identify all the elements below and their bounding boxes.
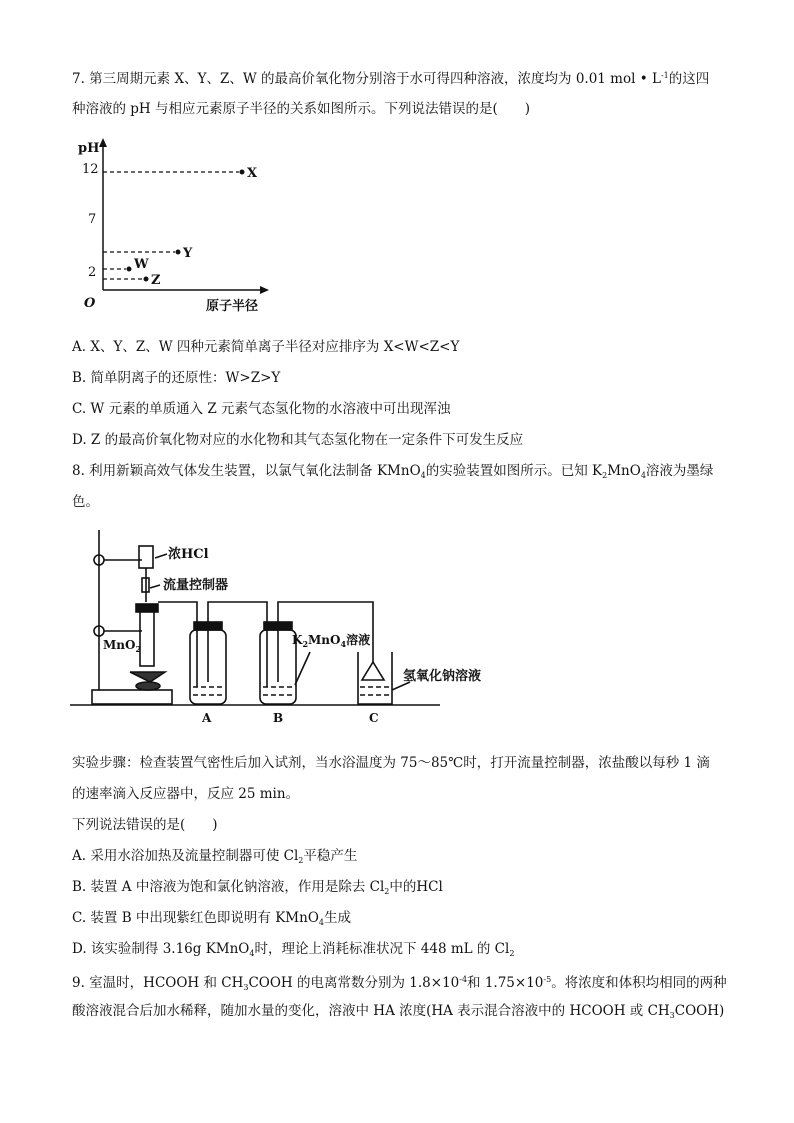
reactor-tube	[140, 610, 154, 666]
ph-vs-radius-chart	[70, 130, 290, 320]
text-segment: D. Z 的最高价氧化物对应的水化物和其气态氢化物在一定条件下可发生反应	[72, 432, 524, 448]
label-flow-controller: 流量控制器	[163, 578, 229, 593]
y-axis-arrow-icon	[99, 138, 107, 147]
apparatus-diagram	[70, 522, 482, 727]
subscript: 4	[249, 949, 255, 958]
text-segment: B. 装置 A 中溶液为饱和氯化钠溶液，作用是除去 Cl	[72, 879, 385, 895]
q8-steps-line-1	[72, 753, 710, 773]
data-point-z	[144, 277, 149, 282]
subscript: 4	[318, 918, 324, 927]
subscript: 3	[243, 983, 249, 992]
q8-stem-line-2	[72, 492, 99, 512]
text-segment: C. W 元素的单质通入 Z 元素气态氢化物的水溶液中可出现浑浊	[72, 401, 451, 417]
label-a: A	[202, 711, 212, 725]
q8-question	[72, 815, 218, 835]
y-tick-2: 2	[88, 265, 97, 280]
subscript: 3	[669, 1011, 675, 1020]
hcl-funnel	[139, 546, 153, 568]
text-segment: 色。	[72, 494, 99, 510]
subscript: 2	[602, 471, 608, 480]
text-segment: 的速率滴入反应器中，反应 25 min。	[72, 786, 300, 802]
subscript: 4	[640, 471, 646, 480]
text-segment: COOH)	[674, 1003, 725, 1019]
q7-option-b	[72, 368, 280, 388]
q7-option-c	[72, 399, 451, 419]
point-label-w: W	[134, 257, 149, 272]
superscript: -5	[543, 975, 552, 984]
text-segment: A. 采用水浴加热及流量控制器可使 Cl	[72, 848, 299, 864]
subscript: 4	[420, 471, 426, 480]
text-segment: 生成	[324, 910, 351, 926]
text-segment: C. 装置 B 中出现紫红色即说明有 KMnO	[72, 910, 319, 926]
text-segment: 9. 室温时，HCOOH 和 CH	[72, 975, 244, 991]
label-k2mno4: $K_2MnO_4$溶液	[292, 633, 371, 649]
q7-stem-line-1	[72, 66, 709, 89]
text-segment: A. X、Y、Z、W 四种元素简单离子半径对应排序为 X<W<Z<Y	[72, 339, 460, 355]
text-segment: 种溶液的 pH 与相应元素原子半径的关系如图所示。下列说法错误的是( )	[72, 101, 531, 117]
subscript: 2	[509, 949, 515, 958]
text-segment: 溶液为墨绿	[645, 463, 714, 479]
y-tick-7: 7	[88, 212, 97, 227]
text-segment: 时，理论上消耗标准状况下 448 mL 的 Cl	[254, 941, 510, 957]
q8-steps-line-2	[72, 784, 299, 804]
q8-option-b	[72, 877, 443, 902]
superscript: -1	[660, 71, 669, 80]
subscript: 2	[298, 856, 304, 865]
text-segment: B. 简单阴离子的还原性：W>Z>Y	[72, 370, 281, 386]
q7-stem-line-2	[72, 99, 530, 119]
data-point-w	[127, 267, 132, 272]
subscript: 2	[384, 887, 390, 896]
q9-stem-line-1	[72, 970, 727, 998]
text-segment: 的这四	[668, 71, 710, 87]
text-segment: 的实验装置如图所示。已知 K	[425, 463, 603, 479]
text-segment: 7. 第三周期元素 X、Y、Z、W 的最高价氧化物分别溶于水可得四种溶液，浓度均为 0.01 mol • L	[72, 71, 661, 87]
text-segment: D. 该实验制得 3.16g KMnO	[72, 941, 250, 957]
text-segment: 酸溶液混合后加水稀释，随加水量的变化，溶液中 HA 浓度(HA 表示混合溶液中的 HCOOH 或 CH	[72, 1003, 670, 1019]
point-label-x: X	[247, 166, 258, 181]
q7-option-a	[72, 337, 459, 357]
burner-icon	[130, 672, 165, 682]
origin-label: O	[84, 296, 96, 311]
superscript: -4	[459, 975, 468, 984]
text-segment: 中的HCl	[389, 879, 443, 895]
y-tick-12: 12	[82, 162, 99, 177]
data-point-x	[240, 170, 245, 175]
text-segment: 。将浓度和体积均相同的两种	[551, 975, 727, 991]
label-naoh: 氢氧化钠溶液	[403, 669, 482, 684]
q9-stem-line-2	[72, 1001, 724, 1026]
point-label-z: Z	[151, 273, 161, 288]
data-point-y	[176, 250, 181, 255]
text-segment: 实验步骤：检查装置气密性后加入试剂，当水浴温度为 75～85℃时，打开流量控制器，浓盐酸以每秒 1 滴	[72, 755, 710, 771]
point-label-y: Y	[183, 246, 193, 261]
text-segment: 8. 利用新颖高效气体发生装置，以氯气氧化法制备 KMnO	[72, 463, 421, 479]
text-segment: COOH 的电离常数分别为 1.8×10	[248, 975, 460, 991]
y-axis-label: pH	[78, 141, 100, 156]
q7-option-d	[72, 430, 523, 450]
label-b: B	[273, 711, 284, 725]
q8-option-c	[72, 908, 351, 933]
q8-stem-line-1	[72, 461, 713, 486]
label-mno2: MnO$_2$	[103, 638, 142, 654]
text-segment: MnO	[607, 463, 641, 479]
text-segment: 平稳产生	[303, 848, 358, 864]
text-segment: 和 1.75×10	[467, 975, 544, 991]
x-axis-arrow-icon	[260, 286, 269, 294]
text-segment: 下列说法错误的是( )	[72, 817, 218, 833]
q8-option-d	[72, 939, 514, 964]
stand-base	[92, 690, 172, 704]
label-conc-hcl: 浓HCl	[168, 547, 209, 562]
q8-option-a	[72, 846, 357, 871]
label-c: C	[369, 711, 379, 725]
x-axis-label: 原子半径	[206, 299, 259, 314]
